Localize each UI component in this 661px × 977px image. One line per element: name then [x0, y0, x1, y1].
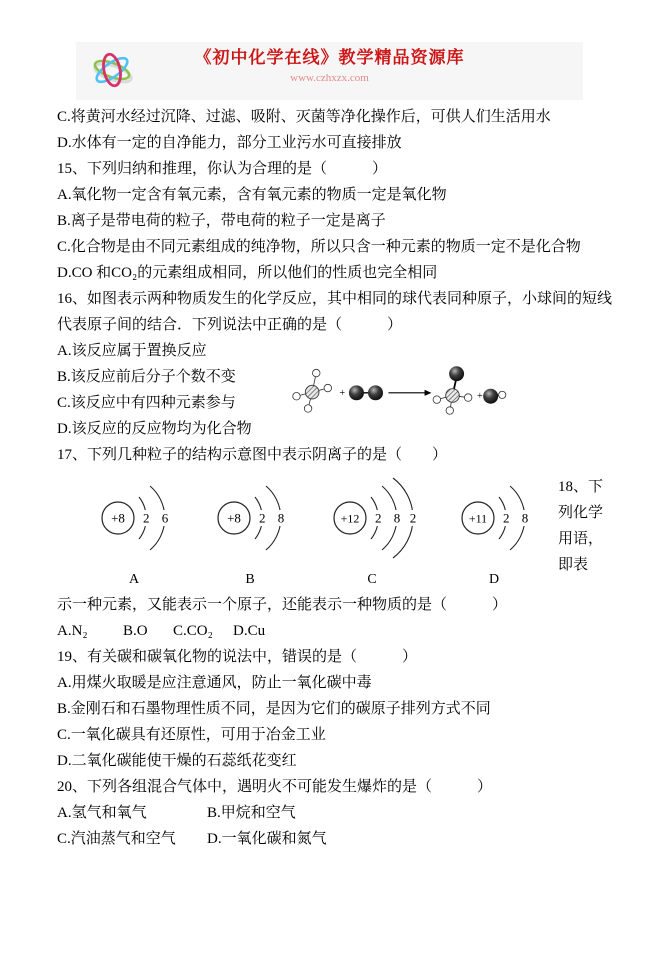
q20-option-a: A.氢气和氧气: [57, 805, 147, 821]
site-title: 《初中化学在线》教学精品资源库: [194, 48, 465, 67]
reaction-model-figure: [289, 362, 507, 425]
nucleus-charge: +12: [340, 511, 360, 526]
q20-title: 20、下列各组混合气体中，遇明火不可能发生爆炸的是（ ）: [57, 779, 493, 795]
shell-electron-count: 2: [503, 510, 510, 526]
q18-option-c: C.CO₂: [173, 623, 213, 639]
q18-options: [57, 618, 616, 644]
reactant-molecule-2: [349, 385, 383, 400]
q15-option-b: B.离子是带电荷的粒子，带电荷的粒子一定是离子: [57, 213, 386, 229]
q15-option-a: A.氧化物一定含有氧元素，含有氧元素的物质一定是氧化物: [57, 187, 447, 203]
q19-option-d: D.二氧化碳能使干燥的石蕊纸花变红: [57, 753, 297, 769]
q16-option-a: A.该反应属于置换反应: [57, 343, 207, 359]
q16-options-and-figure: [57, 338, 616, 442]
product-molecule-2: [483, 389, 506, 404]
banner-text: [76, 46, 583, 86]
q16-title: 16、如图表示两种物质发生的化学反应，其中相同的球代表同种原子，小球间的短线代表原子间的结合．下列说法中正确的是（ ）: [57, 291, 613, 333]
nucleus-charge: +8: [227, 510, 241, 526]
q17-figure-row: [57, 474, 616, 592]
product-molecule-1: [433, 366, 472, 414]
q16-option-c: C.该反应中有四种元素参与: [57, 395, 236, 411]
small-white-atom: [293, 392, 300, 399]
bohr-model-d: [453, 474, 553, 566]
q16-option-b: B.该反应前后分子个数不变: [57, 369, 236, 385]
q19-option-c: C.一氧化碳具有还原性，可用于冶金工业: [57, 727, 326, 743]
q18-lead-text: 18、下列化学用语，即表: [558, 479, 604, 573]
site-banner: [76, 42, 583, 100]
site-url: www.czhxzx.com: [290, 72, 369, 84]
shell-electron-count: 8: [277, 510, 285, 526]
q20-options: [57, 800, 616, 852]
shell-electron-count: 2: [375, 510, 382, 526]
particle-diagram-b: [209, 474, 309, 592]
hatched-central-atom: [446, 389, 460, 403]
q18-continuation: 示一种元素，又能表示一个原子，还能表示一种物质的是（ ）: [57, 597, 508, 613]
shell-electron-count: 8: [521, 510, 529, 526]
q20-option-b: B.甲烷和空气: [207, 805, 296, 821]
black-atom: [449, 366, 464, 381]
q19-title: 19、有关碳和碳氧化物的说法中，错误的是（ ）: [57, 649, 418, 665]
small-white-atom: [464, 394, 471, 401]
small-white-atom: [433, 396, 440, 403]
q20-option-d: D.一氧化碳和氮气: [207, 831, 327, 847]
q17-title: 17、下列几种粒子的结构示意图中表示阴离子的是（ ）: [57, 447, 448, 463]
bohr-model-b: [209, 474, 309, 566]
plus-sign: +: [477, 390, 483, 402]
q18-option-d: D.Cu: [233, 623, 266, 639]
q14-option-d: D.水体有一定的自净能力，部分工业污水可直接排放: [57, 135, 402, 151]
hatched-central-atom: [305, 385, 319, 399]
nucleus-charge: +8: [111, 510, 125, 526]
small-white-atom: [324, 384, 331, 391]
small-white-atom: [304, 405, 311, 412]
reactant-molecule-1: [293, 369, 332, 412]
particle-label-d: D: [488, 572, 500, 587]
exam-document-page: [0, 42, 661, 852]
particle-diagram-d: [453, 474, 553, 592]
small-white-atom: [313, 369, 320, 376]
shell-electron-count: 2: [409, 510, 417, 526]
shell-electron-count: 2: [143, 510, 150, 526]
particle-label-a: A: [128, 572, 140, 587]
bohr-model-a: [93, 474, 193, 566]
black-atom: [368, 385, 383, 400]
q16-option-d: D.该反应的反应物均为化合物: [57, 421, 252, 437]
q14-option-c: C.将黄河水经过沉降、过滤、吸附、灭菌等净化操作后，可供人们生活用水: [57, 109, 551, 125]
small-white-atom: [499, 391, 506, 398]
reaction-arrow: [388, 390, 431, 396]
shell-electron-count: 6: [161, 510, 169, 526]
q20-option-c: C.汽油蒸气和空气: [57, 831, 176, 847]
q19-option-b: B.金刚石和石墨物理性质不同，是因为它们的碳原子排列方式不同: [57, 701, 491, 717]
q19-option-a: A.用煤火取暖是应注意通风，防止一氧化碳中毒: [57, 675, 372, 691]
particle-label-c: C: [367, 572, 377, 587]
plus-sign: +: [339, 388, 346, 400]
bohr-model-c: [325, 474, 437, 566]
black-atom: [349, 385, 364, 400]
particle-label-b: B: [245, 572, 255, 587]
particle-diagram-a: [93, 474, 193, 592]
particle-diagrams: [57, 474, 553, 592]
q15-option-d: D.CO 和CO₂的元素组成相同，所以他们的性质也完全相同: [57, 265, 438, 281]
black-atom: [483, 389, 498, 404]
q15-title: 15、下列归纳和推理，你认为合理的是（ ）: [57, 161, 388, 177]
shell-electron-count: 2: [259, 510, 266, 526]
q18-option-b: B.O: [123, 623, 148, 639]
small-white-atom: [446, 407, 453, 414]
q18-option-a: A.N₂: [57, 623, 88, 639]
q15-option-c: C.化合物是由不同元素组成的纯净物，所以只含一种元素的物质一定不是化合物: [57, 239, 581, 255]
shell-electron-count: 8: [393, 510, 401, 526]
exam-body: [0, 102, 661, 852]
nucleus-charge: +11: [468, 511, 488, 526]
particle-diagram-c: [325, 474, 437, 592]
